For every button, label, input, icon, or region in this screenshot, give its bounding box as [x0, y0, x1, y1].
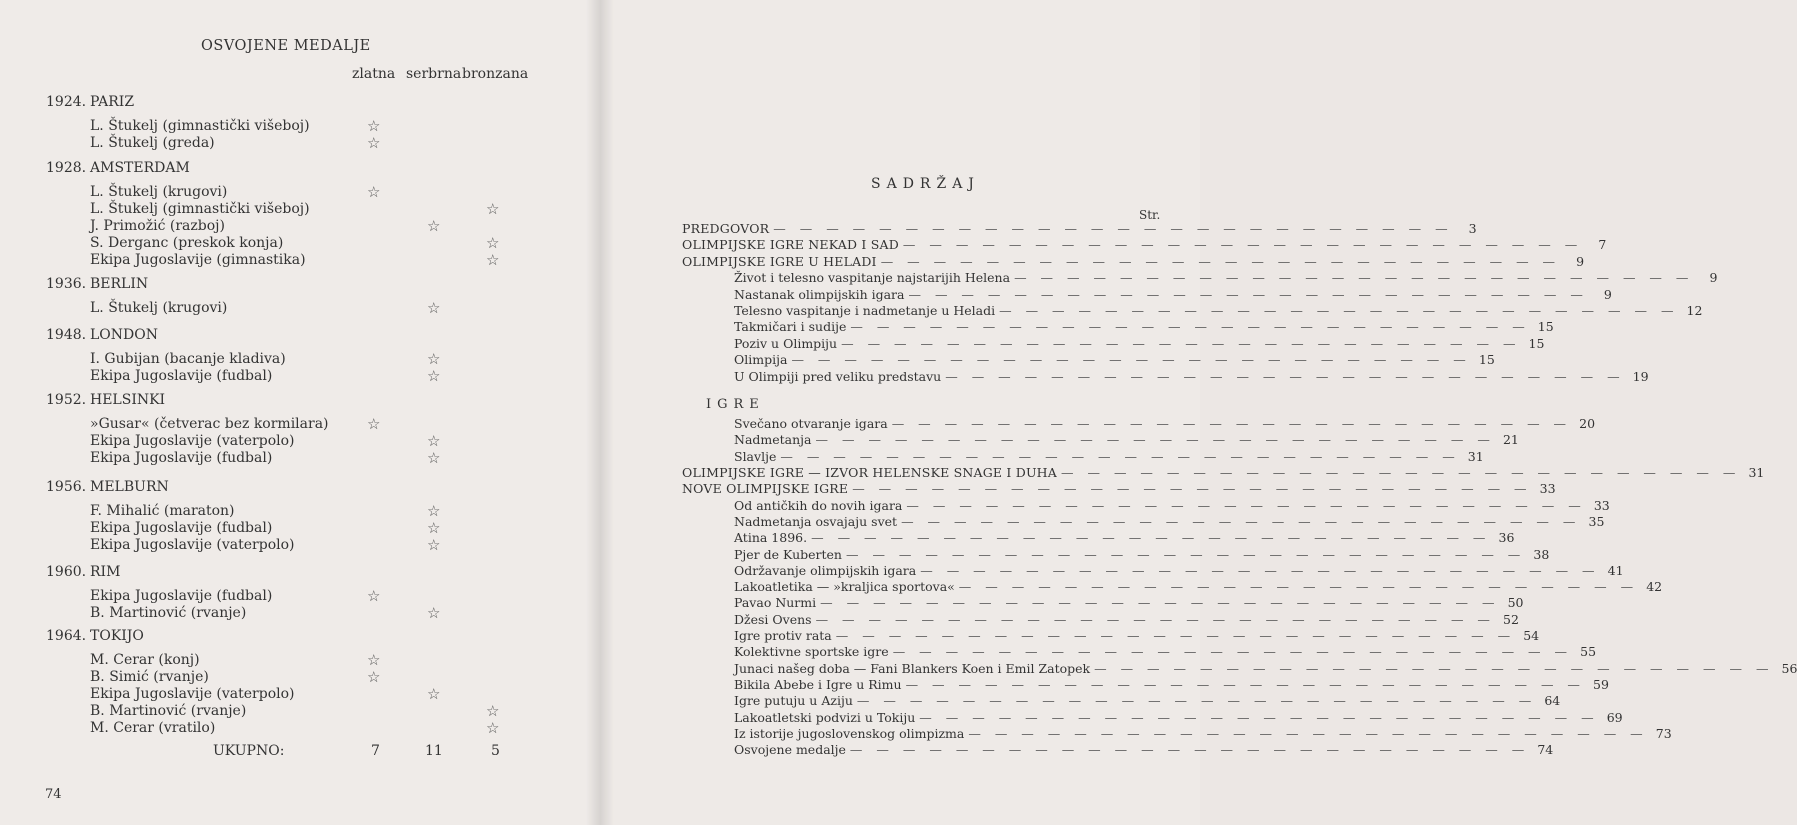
toc-entry-page: 69 [1606, 709, 1623, 725]
games-city: AMSTERDAM [90, 160, 190, 176]
page-number: 74 [45, 787, 62, 802]
games-year: 1936. [46, 276, 87, 292]
toc-leader-dashes: — — — — — — — — — — — — — — — — — — — — — — — — — — [945, 368, 1625, 384]
medal-entry: Ekipa Jugoslavije (fudbal) [90, 450, 273, 466]
toc-entry-title: Lakoatletski podvizi u Tokiju [734, 709, 916, 725]
toc-entry-title: Slavlje [734, 448, 777, 464]
toc-entry [734, 286, 1612, 303]
toc-entry-page: 54 [1523, 628, 1540, 643]
toc-entry-page: 19 [1632, 368, 1649, 384]
toc-leader-dashes: — — — — — — — — — — — — — — — — — — — — — — — — — — [906, 497, 1586, 513]
games-year: 1952. [46, 392, 87, 408]
toc-entry [734, 676, 1609, 693]
star-icon: ☆ [427, 519, 441, 537]
toc-entry-page: 56 [1781, 660, 1797, 676]
column-header-bronze: bronzana [462, 66, 529, 82]
toc-entry-title: Iz istorije jugoslovenskog olimpizma [734, 725, 965, 741]
toc-entry-title: Od antičkih do novih igara [734, 497, 903, 513]
toc-entry-title: Osvojene medalje [734, 742, 846, 758]
toc-entry [734, 448, 1484, 465]
toc-entry [734, 660, 1797, 677]
toc-entry-title: Život i telesno vaspitanje najstarijih Helena [734, 270, 1011, 286]
star-icon: ☆ [486, 719, 500, 737]
star-icon: ☆ [427, 299, 441, 317]
toc-leader-dashes: — — — — — — — — — — — — — — — — — — — — — — — — — — [891, 416, 1572, 431]
star-icon: ☆ [486, 234, 500, 252]
toc-leader-dashes: — — — — — — — — — — — — — — — — — — — — — — — — — — [835, 628, 1516, 643]
section-heading-igre: IGRE [706, 397, 765, 412]
toc-entry [734, 352, 1495, 368]
toc-entry-title: Atina 1896. [734, 530, 808, 546]
toc-leader-dashes: — — — — — — — — — — — — — — — — — — — — — — — — — — [880, 253, 1561, 269]
medal-entry: L. Štukelj (gimnastički višeboj) [90, 201, 310, 217]
toc-entry [734, 611, 1519, 628]
toc-title: SADRŽAJ [871, 176, 980, 192]
toc-entry [734, 432, 1519, 448]
page-column-label: Str. [1139, 208, 1161, 222]
star-icon: ☆ [427, 502, 441, 520]
toc-entry [734, 497, 1610, 514]
toc-entry [682, 237, 1607, 253]
toc-leader-dashes: — — — — — — — — — — — — — — — — — — — — — — — — — — [849, 742, 1530, 758]
toc-entry-page: 35 [1588, 513, 1605, 529]
toc-entry-page: 64 [1544, 693, 1561, 709]
medal-entry: Ekipa Jugoslavije (fudbal) [90, 368, 273, 384]
toc-entry-page: 7 [1598, 237, 1607, 253]
games-year: 1960. [46, 564, 87, 580]
toc-entry [682, 465, 1765, 481]
medal-entry: F. Mihalić (maraton) [90, 503, 235, 519]
medal-entry: »Gusar« (četverac bez kormilara) [90, 416, 329, 432]
column-header-gold: zlatna [352, 66, 396, 82]
toc-entry [734, 562, 1624, 579]
star-icon: ☆ [427, 449, 441, 467]
toc-entry-page: 21 [1502, 432, 1519, 448]
toc-entry [734, 368, 1649, 385]
star-icon: ☆ [427, 432, 441, 450]
games-year: 1924. [46, 94, 87, 110]
toc-leader-dashes: — — — — — — — — — — — — — — — — — — — — — — — — — — [791, 352, 1471, 368]
toc-entry-page: 33 [1539, 481, 1556, 497]
toc-entry-title: Pjer de Kuberten [734, 546, 842, 562]
games-city: MELBURN [90, 479, 169, 495]
toc-entry-page: 38 [1533, 546, 1550, 562]
toc-entry-page: 9 [1603, 286, 1612, 302]
toc-entry-page: 12 [1686, 303, 1703, 318]
toc-entry-page: 50 [1507, 595, 1524, 611]
toc-leader-dashes: — — — — — — — — — — — — — — — — — — — — — — — — — — [1014, 270, 1694, 286]
total-bronze: 5 [491, 743, 500, 759]
toc-entry [734, 319, 1554, 335]
toc-entry [682, 481, 1556, 497]
toc-entry-title: Igre protiv rata [734, 628, 832, 643]
toc-entry-title: PREDGOVOR [682, 221, 770, 236]
medal-entry: Ekipa Jugoslavije (vaterpolo) [90, 433, 295, 449]
star-icon: ☆ [367, 415, 381, 433]
toc-leader-dashes: — — — — — — — — — — — — — — — — — — — — — — — — — — [905, 676, 1585, 692]
star-icon: ☆ [486, 702, 500, 720]
toc-entry [682, 221, 1477, 237]
medal-entry: L. Štukelj (greda) [90, 135, 215, 151]
toc-entry-title: Bikila Abebe i Igre u Rimu [734, 676, 902, 692]
toc-leader-dashes: — — — — — — — — — — — — — — — — — — — — — — — — — — [892, 644, 1573, 660]
star-icon: ☆ [367, 668, 381, 686]
toc-entry-title: Takmičari i sudije [734, 319, 847, 335]
toc-entry [734, 644, 1597, 660]
total-label: UKUPNO: [213, 743, 285, 759]
medal-entry: L. Štukelj (krugovi) [90, 300, 228, 316]
medal-entry: B. Martinović (rvanje) [90, 605, 247, 621]
toc-entry [734, 709, 1623, 726]
toc-entry-page: 41 [1607, 562, 1624, 578]
toc-entry-page: 31 [1467, 448, 1484, 464]
toc-entry-title: Telesno vaspitanje i nadmetanje u Heladi [734, 303, 996, 318]
medal-entry: Ekipa Jugoslavije (fudbal) [90, 588, 273, 604]
medal-entry: J. Primožić (razboj) [90, 218, 225, 234]
toc-entry-title: Pavao Nurmi [734, 595, 817, 611]
games-city: RIM [90, 564, 121, 580]
medal-entry: Ekipa Jugoslavije (gimnastika) [90, 252, 306, 268]
toc-entry-title: Nadmetanja [734, 432, 812, 448]
star-icon: ☆ [427, 217, 441, 235]
toc-leader-dashes: — — — — — — — — — — — — — — — — — — — — — — — — — — [841, 335, 1521, 351]
toc-entry-page: 55 [1580, 644, 1597, 660]
left-page [0, 0, 600, 825]
toc-entry-title: Nastanak olimpijskih igara [734, 286, 905, 302]
medal-entry: L. Štukelj (gimnastički višeboj) [90, 118, 310, 134]
toc-entry-page: 36 [1498, 530, 1515, 546]
toc-leader-dashes: — — — — — — — — — — — — — — — — — — — — — — — — — — [919, 709, 1599, 725]
toc-entry [734, 270, 1718, 286]
toc-entry [734, 628, 1540, 644]
toc-leader-dashes: — — — — — — — — — — — — — — — — — — — — — — — — — — [999, 303, 1679, 318]
star-icon: ☆ [367, 651, 381, 669]
toc-leader-dashes: — — — — — — — — — — — — — — — — — — — — — — — — — — [815, 432, 1495, 448]
toc-leader-dashes: — — — — — — — — — — — — — — — — — — — — — — — — — — [780, 448, 1460, 464]
games-year: 1928. [46, 160, 87, 176]
toc-entry [734, 530, 1515, 546]
games-year: 1948. [46, 327, 87, 343]
toc-entry-title: Džesi Ovens [734, 611, 812, 627]
medal-entry: L. Štukelj (krugovi) [90, 184, 228, 200]
star-icon: ☆ [427, 604, 441, 622]
toc-leader-dashes: — — — — — — — — — — — — — — — — — — — — — — — — — — [811, 530, 1491, 546]
toc-entry-title: Održavanje olimpijskih igara [734, 562, 917, 578]
medal-entry: B. Simić (rvanje) [90, 669, 209, 685]
toc-entry-title: Nadmetanja osvajaju svet [734, 513, 898, 529]
toc-entry-title: NOVE OLIMPIJSKE IGRE [682, 481, 849, 497]
toc-entry [734, 595, 1524, 611]
toc-entry [734, 513, 1605, 530]
medal-entry: S. Derganc (preskok konja) [90, 235, 284, 251]
medal-entry: M. Cerar (konj) [90, 652, 200, 668]
medal-entry: M. Cerar (vratilo) [90, 720, 216, 736]
toc-entry [734, 546, 1550, 563]
medal-entry: Ekipa Jugoslavije (fudbal) [90, 520, 273, 536]
toc-entry-page: 20 [1579, 416, 1596, 431]
toc-entry [734, 579, 1663, 595]
toc-entry-page: 59 [1593, 676, 1609, 692]
toc-entry-title: Lakoatletika — »kraljica sportova« [734, 579, 955, 595]
toc-entry-page: 73 [1655, 725, 1672, 741]
toc-entry [734, 335, 1545, 352]
toc-entry-page: 52 [1503, 611, 1519, 627]
games-city: TOKIJO [90, 628, 144, 644]
toc-entry-title: OLIMPIJSKE IGRE NEKAD I SAD [682, 237, 899, 253]
toc-entry [734, 416, 1596, 432]
toc-entry [734, 693, 1561, 709]
toc-leader-dashes: — — — — — — — — — — — — — — — — — — — — — — — — — — [815, 611, 1495, 627]
medal-entry: Ekipa Jugoslavije (vaterpolo) [90, 537, 295, 553]
toc-leader-dashes: — — — — — — — — — — — — — — — — — — — — — — — — — — [958, 579, 1639, 595]
games-city: BERLIN [90, 276, 149, 292]
star-icon: ☆ [367, 134, 381, 152]
toc-leader-dashes: — — — — — — — — — — — — — — — — — — — — — — — — — — [901, 513, 1581, 529]
star-icon: ☆ [367, 183, 381, 201]
toc-entry-page: 9 [1709, 270, 1718, 286]
toc-entry [682, 253, 1585, 270]
toc-entry-title: OLIMPIJSKE IGRE U HELADI [682, 253, 877, 269]
toc-entry-page: 15 [1528, 335, 1545, 351]
toc-leader-dashes: — — — — — — — — — — — — — — — — — — — — — — — — — — [902, 237, 1583, 253]
right-page [600, 0, 1797, 825]
star-icon: ☆ [486, 200, 500, 218]
toc-leader-dashes: — — — — — — — — — — — — — — — — — — — — — — — — — — [850, 319, 1530, 335]
toc-entry [734, 742, 1554, 758]
medal-entry: Ekipa Jugoslavije (vaterpolo) [90, 686, 295, 702]
toc-entry-page: 74 [1537, 742, 1554, 758]
toc-entry-title: Junaci našeg doba — Fani Blankers Koen i Emil Zatopek [734, 660, 1091, 676]
toc-entry-title: Poziv u Olimpiju [734, 335, 838, 351]
toc-entry-page: 3 [1468, 221, 1477, 236]
toc-entry-title: OLIMPIJSKE IGRE — IZVOR HELENSKE SNAGE I DUHA [682, 465, 1058, 480]
games-city: LONDON [90, 327, 158, 343]
toc-entry-title: Kolektivne sportske igre [734, 644, 889, 660]
games-year: 1956. [46, 479, 87, 495]
medal-entry: I. Gubijan (bacanje kladiva) [90, 351, 286, 367]
total-gold: 7 [371, 743, 380, 759]
star-icon: ☆ [427, 350, 441, 368]
toc-entry-page: 33 [1593, 497, 1610, 513]
games-city: PARIZ [90, 94, 135, 110]
toc-entry-page: 31 [1748, 465, 1765, 480]
toc-leader-dashes: — — — — — — — — — — — — — — — — — — — — — — — — — — [773, 221, 1453, 236]
star-icon: ☆ [367, 117, 381, 135]
toc-entry-page: 15 [1478, 352, 1495, 368]
book-gutter [586, 0, 614, 825]
star-icon: ☆ [427, 685, 441, 703]
games-city: HELSINKI [90, 392, 166, 408]
toc-leader-dashes: — — — — — — — — — — — — — — — — — — — — — — — — — — [908, 286, 1588, 302]
toc-entry [734, 725, 1672, 742]
toc-leader-dashes: — — — — — — — — — — — — — — — — — — — — — — — — — — [920, 562, 1600, 578]
star-icon: ☆ [367, 587, 381, 605]
toc-leader-dashes: — — — — — — — — — — — — — — — — — — — — — — — — — — [1094, 660, 1774, 676]
toc-entry-title: Igre putuju u Aziju [734, 693, 853, 709]
toc-entry [734, 303, 1703, 319]
total-silver: 11 [425, 743, 443, 759]
toc-leader-dashes: — — — — — — — — — — — — — — — — — — — — — — — — — — [1061, 465, 1741, 480]
toc-leader-dashes: — — — — — — — — — — — — — — — — — — — — — — — — — — [845, 546, 1526, 562]
medal-entry: B. Martinović (rvanje) [90, 703, 247, 719]
toc-entry-page: 42 [1646, 579, 1663, 595]
column-header-silver: serbrna [406, 66, 462, 82]
star-icon: ☆ [427, 536, 441, 554]
medals-title: OSVOJENE MEDALJE [201, 38, 371, 54]
toc-leader-dashes: — — — — — — — — — — — — — — — — — — — — — — — — — — [852, 481, 1532, 497]
toc-entry-title: Svečano otvaranje igara [734, 416, 888, 431]
star-icon: ☆ [486, 251, 500, 269]
toc-leader-dashes: — — — — — — — — — — — — — — — — — — — — — — — — — — [820, 595, 1500, 611]
toc-entry-page: 15 [1537, 319, 1554, 335]
star-icon: ☆ [427, 367, 441, 385]
toc-entry-page: 9 [1576, 253, 1585, 269]
toc-entry-title: Olimpija [734, 352, 788, 368]
toc-entry-title: U Olimpiji pred veliku predstavu [734, 368, 942, 384]
games-year: 1964. [46, 628, 87, 644]
toc-leader-dashes: — — — — — — — — — — — — — — — — — — — — — — — — — — [856, 693, 1537, 709]
toc-leader-dashes: — — — — — — — — — — — — — — — — — — — — — — — — — — [968, 725, 1648, 741]
